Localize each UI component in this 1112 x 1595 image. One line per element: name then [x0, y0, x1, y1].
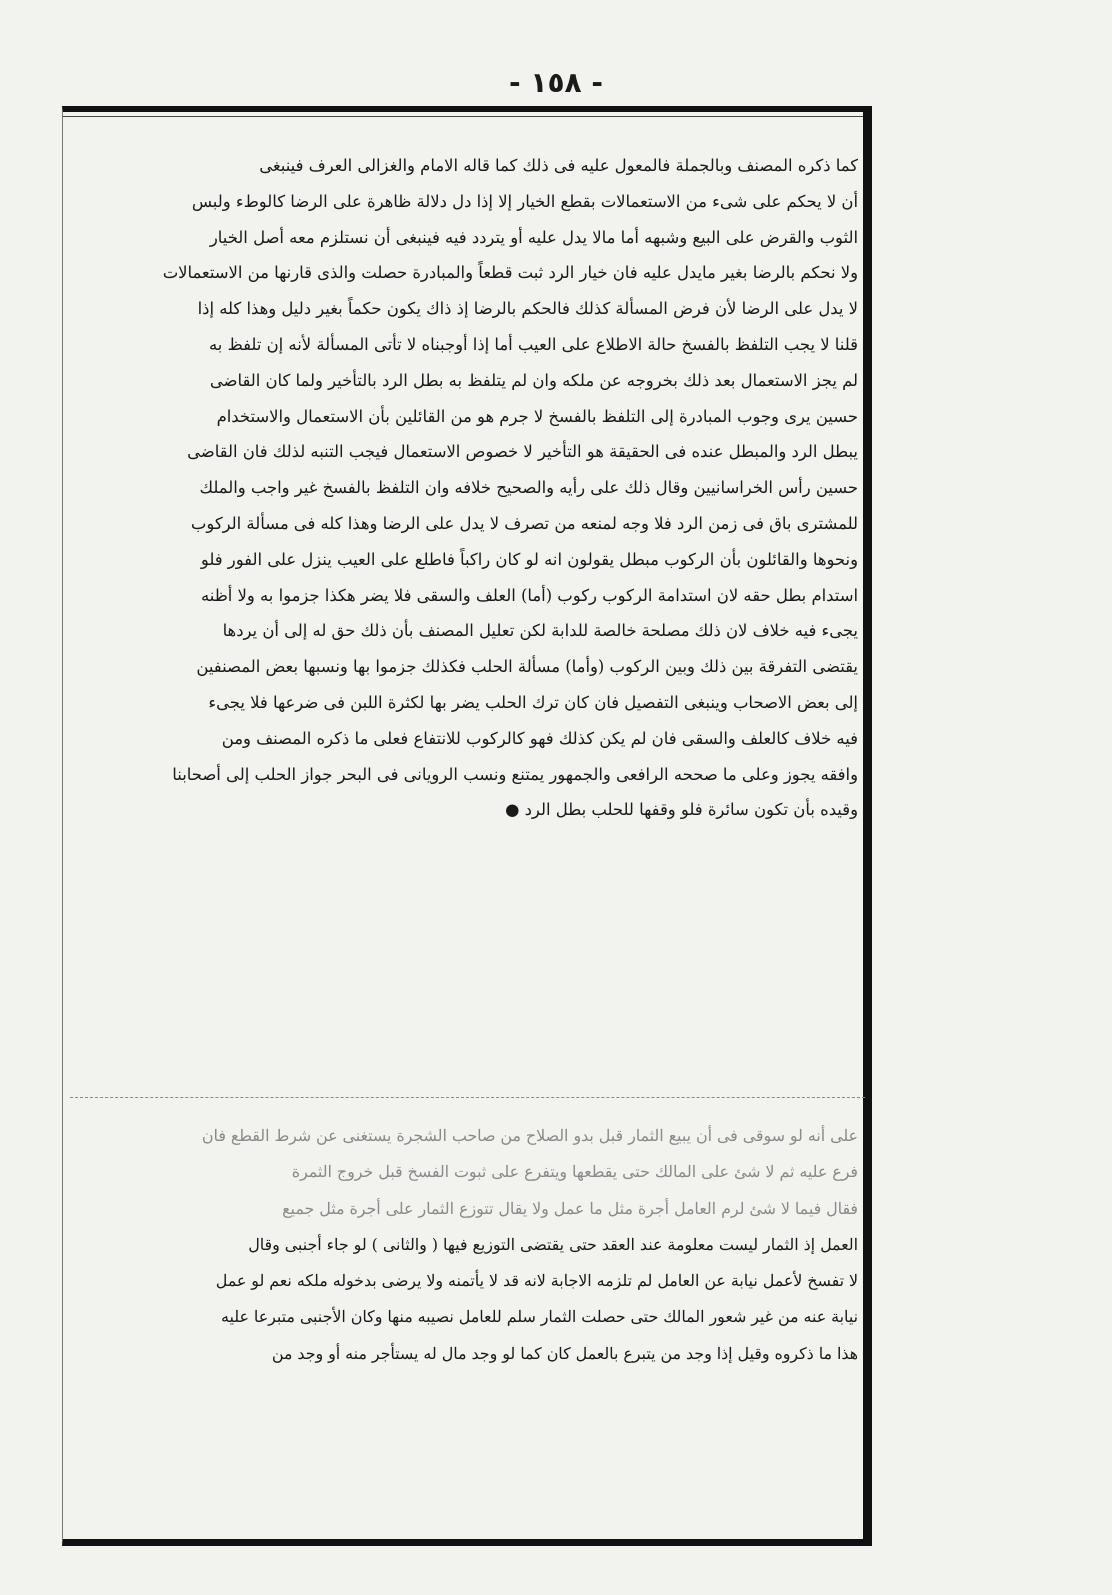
- text-line: يبطل الرد والمبطل عنده فى الحقيقة هو التأخير لا خصوص الاستعمال فيجب التنبه لذلك فان القاضى: [187, 442, 858, 462]
- footnote-line: العمل إذ الثمار ليست معلومة عند العقد حتى يقتضى التوزيع فيها ( والثانى ) لو جاء أجنبى وقال: [248, 1234, 858, 1254]
- text-line: إلى بعض الاصحاب وينبغى التفصيل فان كان ترك الحلب يضر بها لكثرة اللبن فى ضرعها فلا يجىء: [208, 692, 858, 712]
- footnote-line: فرع عليه ثم لا شئ على المالك حتى يقطعها ويتفرع على ثبوت الفسخ قبل خروج الثمرة: [291, 1162, 858, 1182]
- text-line: حسين يرى وجوب المبادرة إلى التلفظ بالفسخ لا جرم هو من القائلين بأن الاستعمال والاستخدام: [216, 406, 858, 426]
- text-line: فيه خلاف كالعلف والسقى فان لم يكن كذلك فهو كالركوب للانتفاع فعلى ما ذكره المصنف ومن: [221, 728, 858, 748]
- text-line: ونحوها والقائلون بأن الركوب مبطل يقولون انه لو كان راكباً فاطلع على العيب ينزل على الفور فلو: [200, 549, 858, 569]
- text-line: ولا نحكم بالرضا بغير مايدل عليه فان خيار الرد ثبت قطعاً والمبادرة حصلت والذى قارنها من الاستعمالات: [162, 263, 858, 283]
- footnote-line: على أنه لو سوقى فى أن يبيع الثمار قبل بدو الصلاح من صاحب الشجرة يستغنى عن شرط القطع فان: [201, 1126, 858, 1145]
- footnote-line: نيابة عنه من غير شعور المالك حتى حصلت الثمار سلم للعامل نصيبه منها وكان الأجنبى متبرعا عليه: [220, 1307, 858, 1327]
- text-line: أن لا يحكم على شىء من الاستعمالات بقطع الخيار إلا إذا دل دلالة ظاهرة على الرضا كالوطء ولبس: [191, 191, 858, 211]
- text-line: وافقه يجوز وعلى ما صححه الرافعى والجمهور يمتنع ونسب الرويانى فى البحر جواز الحلب إلى أصحابنا: [172, 764, 858, 784]
- text-line: وقيده بأن تكون سائرة فلو وقفها للحلب بطل الرد ●: [505, 800, 858, 820]
- text-line: يقتضى التفرقة بين ذلك وبين الركوب (وأما) مسألة الحلب فكذلك جزموا بها ونسبها بعض المصنفين: [196, 657, 858, 677]
- page-number: - ١٥٨ -: [508, 66, 604, 99]
- text-line: كما ذكره المصنف وبالجملة فالمعول عليه فى ذلك كما قاله الامام والغزالى العرف فينبغى: [259, 156, 858, 175]
- text-line: يجىء فيه خلاف لان ذلك مصلحة خالصة للدابة لكن تعليل المصنف بأن ذلك حق له إلى أن يردها: [222, 621, 858, 641]
- footnote-divider: [70, 1097, 865, 1098]
- footnote-line: هذا ما ذكروه وقيل إذا وجد من يتبرع بالعمل كان كما لو وجد مال له يستأجر منه أو وجد من: [271, 1343, 858, 1363]
- footnote-line: لا تفسخ لأعمل نيابة عن العامل لم تلزمه الاجابة لانه قد لا يأتمنه ولا يرضى بدخوله ملكه نعم لو عمل: [215, 1271, 858, 1291]
- footnote-block: [80, 1118, 858, 1372]
- frame-inner-rule: [63, 116, 863, 117]
- text-line: قلنا لا يجب التلفظ بالفسخ حالة الاطلاع على العيب أما إذا أوجبناه لا تأتى المسألة لأنه إن تلفظ به: [209, 334, 858, 354]
- text-line: لم يجز الاستعمال بعد ذلك بخروجه عن ملكه وان لم يتلفظ به بطل الرد بالتأخير ولما كان القاضى: [209, 370, 858, 390]
- text-line: استدام بطل حقه لان استدامة الركوب ركوب (أما) العلف والسقى فلا يضر هكذا جزموا به ولا أظنه: [201, 585, 858, 605]
- main-text-block: [80, 148, 858, 828]
- text-line: الثوب والقرض على البيع وشبهه أما مالا يدل عليه أو يتردد فيه فينبغى أن نستلزم معه أصل الخيار: [209, 227, 858, 247]
- text-line: حسين رأس الخراسانيين وقال ذلك على رأيه والصحيح خلافه وان التلفظ بالفسخ غير واجب والملك: [199, 478, 858, 498]
- text-line: لا يدل على الرضا لأن فرض المسألة كذلك فالحكم بالرضا إذ ذاك يكون حكماً بغير دليل وهذا كله إذا: [197, 299, 858, 319]
- text-line: للمشترى باق فى زمن الرد فلا وجه لمنعه من تصرف لا يدل على الرضا وهذا كله فى مسألة الركوب: [190, 513, 858, 533]
- footnote-line: فقال فيما لا شئ لرم العامل أجرة مثل ما عمل ولا يقال تتوزع الثمار على أجرة مثل جميع: [282, 1198, 858, 1218]
